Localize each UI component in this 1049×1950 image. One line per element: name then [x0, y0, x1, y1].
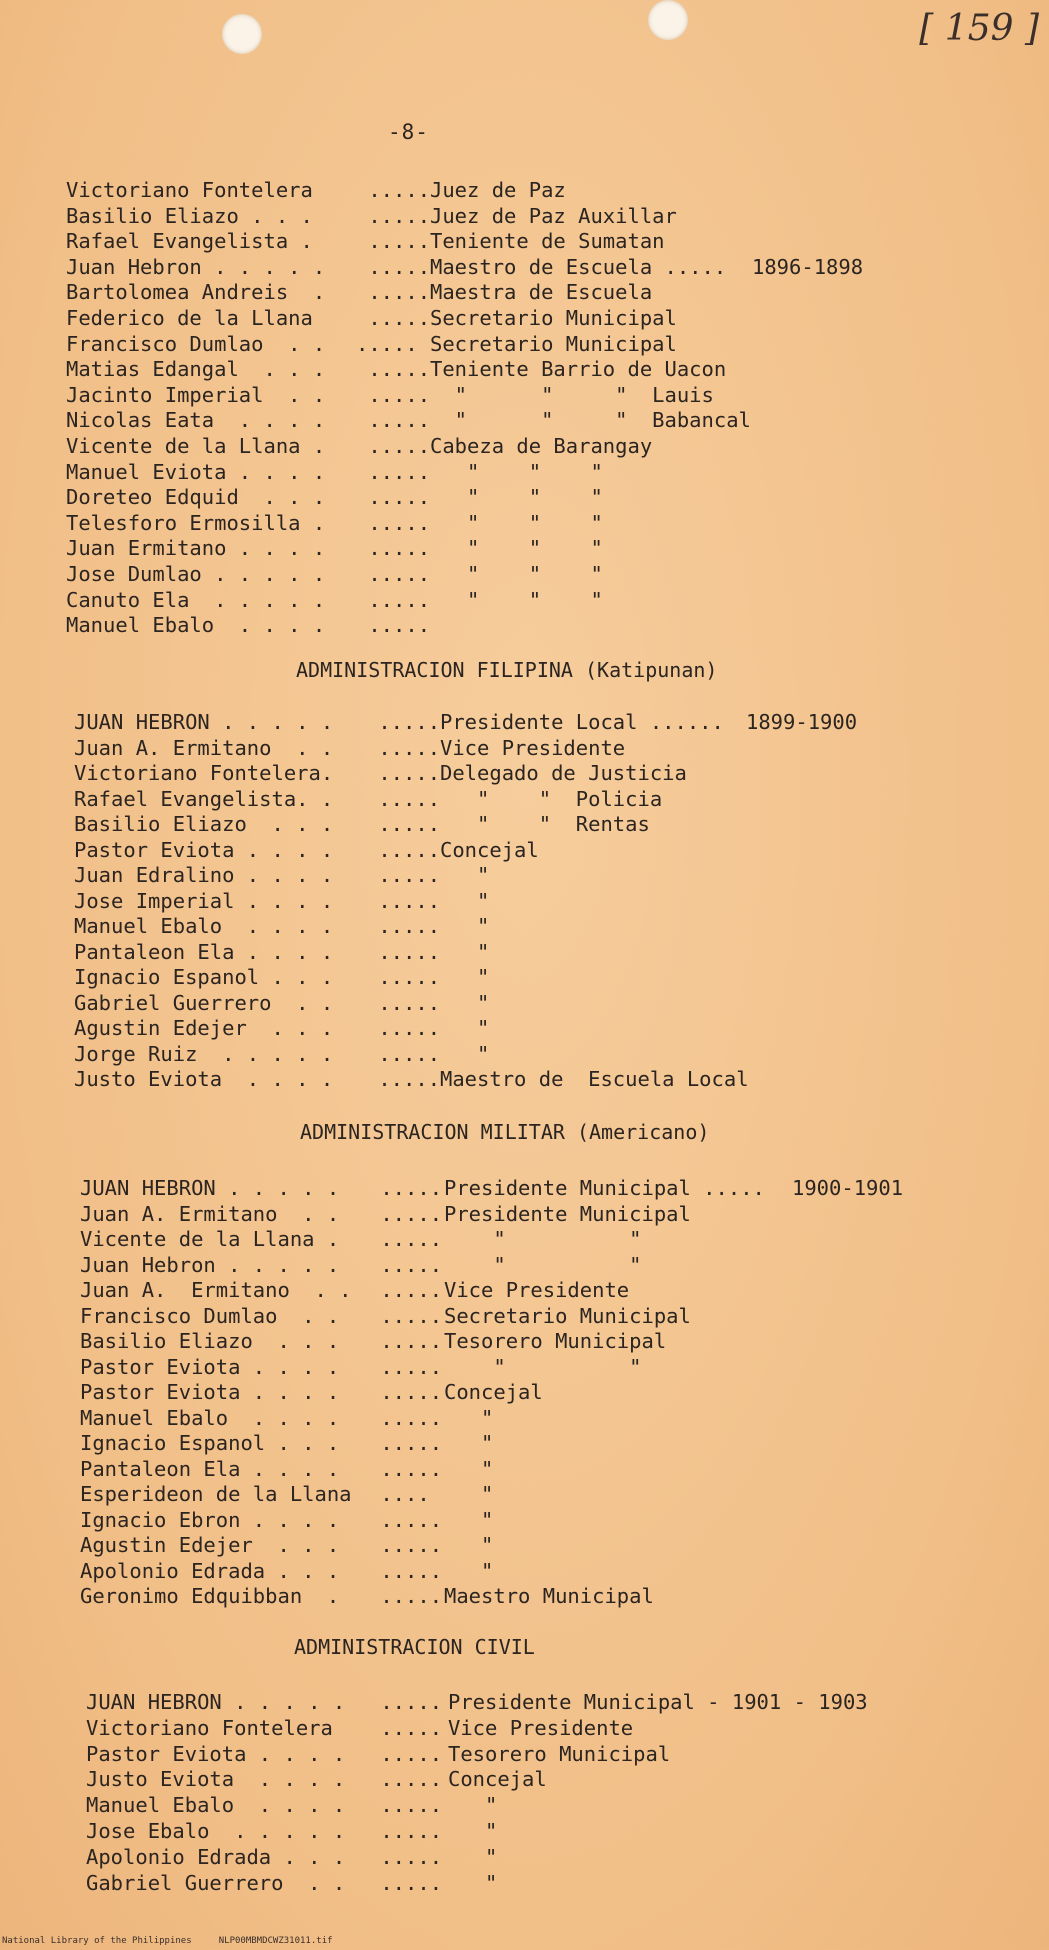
leader-dots: .....	[368, 1819, 443, 1843]
leader-dots: .....	[368, 1304, 443, 1328]
page-number: -8-	[388, 120, 429, 144]
position-title: Secretario Municipal	[430, 332, 677, 356]
position-title: Maestro de Escuela Local	[440, 1067, 749, 1091]
official-name: Juan Hebron . . . . .	[80, 1253, 340, 1277]
official-row	[0, 940, 1049, 965]
leader-dots: .....	[356, 536, 431, 560]
position-title: "	[440, 965, 490, 989]
leader-dots: .....	[366, 1016, 441, 1040]
official-row	[0, 1042, 1049, 1067]
position-title: " " "	[430, 536, 603, 560]
official-row	[0, 991, 1049, 1016]
leader-dots: .....	[356, 204, 431, 228]
official-row	[0, 1845, 1049, 1870]
official-name: Jose Imperial . . . .	[74, 889, 334, 913]
position-title: Maestro Municipal	[444, 1584, 654, 1608]
official-row	[0, 812, 1049, 837]
official-row	[0, 485, 1049, 510]
leader-dots: .....	[368, 1253, 443, 1277]
leader-dots: .....	[368, 1176, 443, 1200]
leader-dots: .....	[368, 1584, 443, 1608]
leader-dots: .....	[368, 1355, 443, 1379]
official-name: Juan A. Ermitano . .	[80, 1278, 352, 1302]
position-title: " " Rentas	[440, 812, 650, 836]
official-row	[0, 255, 1049, 280]
leader-dots: .....	[356, 280, 431, 304]
official-row	[0, 1508, 1049, 1533]
official-row	[0, 229, 1049, 254]
position-title: "	[444, 1533, 494, 1557]
official-row	[0, 787, 1049, 812]
term-years: 1896-1898	[752, 255, 864, 279]
position-title: "	[444, 1457, 494, 1481]
official-row	[0, 1406, 1049, 1431]
leader-dots: .....	[356, 255, 431, 279]
position-title: "	[444, 1559, 494, 1583]
official-row	[0, 204, 1049, 229]
position-title: "	[444, 1482, 494, 1506]
position-title: " " "	[430, 460, 603, 484]
official-row	[0, 460, 1049, 485]
official-row	[0, 1716, 1049, 1741]
official-row	[0, 1690, 1049, 1715]
official-row	[0, 1304, 1049, 1329]
official-row	[0, 332, 1049, 357]
official-row	[0, 863, 1049, 888]
position-title: " " "	[430, 511, 603, 535]
leader-dots: .....	[366, 991, 441, 1015]
leader-dots: .....	[356, 357, 431, 381]
official-row	[0, 357, 1049, 382]
leader-dots: .....	[356, 332, 418, 356]
official-name: Rafael Evangelista .	[66, 229, 313, 253]
position-title: " " "	[430, 485, 603, 509]
official-name: Juan A. Ermitano . .	[74, 736, 334, 760]
official-name: Juan Edralino . . . .	[74, 863, 334, 887]
leader-dots: .....	[366, 1042, 441, 1066]
official-row	[0, 914, 1049, 939]
leader-dots: .....	[366, 736, 441, 760]
leader-dots: .....	[368, 1329, 443, 1353]
official-row	[0, 588, 1049, 613]
position-title: Juez de Paz	[430, 178, 566, 202]
official-row	[0, 1067, 1049, 1092]
leader-dots: .....	[368, 1508, 443, 1532]
leader-dots: .....	[356, 613, 431, 637]
official-row	[0, 1355, 1049, 1380]
official-row	[0, 1742, 1049, 1767]
official-name: JUAN HEBRON . . . . .	[86, 1690, 346, 1714]
position-title: "	[448, 1871, 498, 1895]
leader-dots: .....	[366, 761, 441, 785]
official-name: Doreteo Edquid . . .	[66, 485, 326, 509]
position-title: Presidente Municipal .....	[444, 1176, 765, 1200]
punch-hole-left	[222, 14, 262, 54]
position-title: " "	[444, 1355, 642, 1379]
leader-dots: .....	[368, 1871, 443, 1895]
leader-dots: .....	[366, 863, 441, 887]
position-title: "	[448, 1819, 498, 1843]
section-heading: ADMINISTRACION MILITAR (Americano)	[300, 1120, 710, 1144]
official-name: Manuel Ebalo . . . .	[66, 613, 326, 637]
official-row	[0, 965, 1049, 990]
leader-dots: ....	[368, 1482, 430, 1506]
official-row	[0, 1457, 1049, 1482]
position-title: "	[440, 1042, 490, 1066]
official-row	[0, 1278, 1049, 1303]
position-title: "	[440, 940, 490, 964]
position-title: " " "	[430, 588, 603, 612]
official-row	[0, 306, 1049, 331]
leader-dots: .....	[368, 1716, 443, 1740]
official-row	[0, 1482, 1049, 1507]
official-row	[0, 383, 1049, 408]
leader-dots: .....	[368, 1406, 443, 1430]
leader-dots: .....	[366, 940, 441, 964]
position-title: Maestra de Escuela	[430, 280, 653, 304]
leader-dots: .....	[356, 485, 431, 509]
position-title: "	[440, 1016, 490, 1040]
leader-dots: .....	[368, 1690, 443, 1714]
official-row	[0, 1380, 1049, 1405]
official-name: Jacinto Imperial . .	[66, 383, 326, 407]
official-row	[0, 1871, 1049, 1896]
position-title: Juez de Paz Auxillar	[430, 204, 677, 228]
official-row	[0, 562, 1049, 587]
leader-dots: .....	[366, 710, 441, 734]
official-row	[0, 280, 1049, 305]
leader-dots: .....	[368, 1533, 443, 1557]
position-title: Delegado de Justicia	[440, 761, 687, 785]
official-row	[0, 1584, 1049, 1609]
leader-dots: .....	[368, 1380, 443, 1404]
official-name: Basilio Eliazo . . .	[74, 812, 334, 836]
leader-dots: .....	[368, 1202, 443, 1226]
official-row	[0, 761, 1049, 786]
official-row	[0, 1533, 1049, 1558]
term-years: 1899-1900	[746, 710, 858, 734]
official-name: Victoriano Fontelera.	[74, 761, 334, 785]
official-name: Jorge Ruiz . . . . .	[74, 1042, 334, 1066]
official-row	[0, 710, 1049, 735]
official-name: Geronimo Edquibban .	[80, 1584, 340, 1608]
official-name: Agustin Edejer . . .	[80, 1533, 340, 1557]
official-name: Rafael Evangelista. .	[74, 787, 334, 811]
position-title: "	[448, 1793, 498, 1817]
position-title: " "	[444, 1253, 642, 1277]
official-row	[0, 889, 1049, 914]
official-row	[0, 408, 1049, 433]
official-name: Juan Hebron . . . . .	[66, 255, 326, 279]
position-title: "	[444, 1406, 494, 1430]
official-name: Pantaleon Ela . . . .	[74, 940, 334, 964]
official-row	[0, 1016, 1049, 1041]
leader-dots: .....	[368, 1767, 443, 1791]
position-title: "	[440, 863, 490, 887]
position-title: " " Policia	[440, 787, 663, 811]
position-title: " "	[444, 1227, 642, 1251]
leader-dots: .....	[368, 1457, 443, 1481]
position-title: Secretario Municipal	[444, 1304, 691, 1328]
position-title: Vice Presidente	[444, 1278, 630, 1302]
official-row	[0, 613, 1049, 638]
official-name: Telesforo Ermosilla .	[66, 511, 326, 535]
official-row	[0, 178, 1049, 203]
position-title: Teniente Barrio de Uacon	[430, 357, 727, 381]
official-name: Pastor Eviota . . . .	[80, 1355, 340, 1379]
official-name: Francisco Dumlao . .	[80, 1304, 340, 1328]
position-title: Tesorero Municipal	[444, 1329, 667, 1353]
official-name: Esperideon de la Llana	[80, 1482, 352, 1506]
position-title: " " " Babancal	[430, 408, 751, 432]
official-name: Pastor Eviota . . . .	[80, 1380, 340, 1404]
position-title: "	[440, 889, 490, 913]
official-row	[0, 1176, 1049, 1201]
official-name: Juan A. Ermitano . .	[80, 1202, 340, 1226]
official-name: Victoriano Fontelera	[86, 1716, 333, 1740]
position-title: Presidente Local ......	[440, 710, 724, 734]
official-name: Apolonio Edrada . . .	[86, 1845, 346, 1869]
official-name: Apolonio Edrada . . .	[80, 1559, 340, 1583]
leader-dots: .....	[366, 838, 441, 862]
position-title: Presidente Municipal - 1901 - 1903	[448, 1690, 868, 1714]
official-row	[0, 1559, 1049, 1584]
footer-caption: National Library of the Philippines NLP00MBMDCWZ31011.tif	[2, 1936, 333, 1946]
official-name: Agustin Edejer . . .	[74, 1016, 334, 1040]
official-name: Ignacio Espanol . . .	[80, 1431, 340, 1455]
official-name: Bartolomea Andreis .	[66, 280, 326, 304]
leader-dots: .....	[356, 562, 431, 586]
official-row	[0, 736, 1049, 761]
position-title: "	[440, 914, 490, 938]
official-name: Matias Edangal . . .	[66, 357, 326, 381]
leader-dots: .....	[368, 1559, 443, 1583]
position-title: Tesorero Municipal	[448, 1742, 671, 1766]
official-name: Pastor Eviota . . . .	[86, 1742, 346, 1766]
position-title: Vice Presidente	[440, 736, 626, 760]
punch-hole-right	[648, 0, 688, 40]
official-name: Vicente de la Llana .	[80, 1227, 340, 1251]
position-title: Concejal	[444, 1380, 543, 1404]
official-name: Victoriano Fontelera	[66, 178, 313, 202]
leader-dots: .....	[366, 812, 441, 836]
official-name: JUAN HEBRON . . . . .	[80, 1176, 340, 1200]
official-name: JUAN HEBRON . . . . .	[74, 710, 334, 734]
official-row	[0, 838, 1049, 863]
leader-dots: .....	[356, 306, 431, 330]
official-name: Jose Dumlao . . . . .	[66, 562, 326, 586]
section-heading: ADMINISTRACION CIVIL	[294, 1635, 535, 1659]
official-row	[0, 1227, 1049, 1252]
official-name: Basilio Eliazo . . .	[80, 1329, 340, 1353]
leader-dots: .....	[368, 1845, 443, 1869]
official-name: Justo Eviota . . . .	[74, 1067, 334, 1091]
official-name: Francisco Dumlao . .	[66, 332, 326, 356]
leader-dots: .....	[366, 889, 441, 913]
official-name: Federico de la Llana	[66, 306, 313, 330]
leader-dots: .....	[356, 178, 431, 202]
leader-dots: .....	[366, 787, 441, 811]
official-name: Ignacio Espanol . . .	[74, 965, 334, 989]
position-title: " " "	[430, 562, 603, 586]
official-name: Juan Ermitano . . . .	[66, 536, 326, 560]
official-row	[0, 434, 1049, 459]
leader-dots: .....	[356, 511, 431, 535]
leader-dots: .....	[356, 588, 431, 612]
position-title: "	[444, 1431, 494, 1455]
leader-dots: .....	[356, 434, 431, 458]
official-name: Manuel Ebalo . . . .	[80, 1406, 340, 1430]
official-row	[0, 1329, 1049, 1354]
section-heading: ADMINISTRACION FILIPINA (Katipunan)	[296, 658, 718, 682]
position-title: Teniente de Sumatan	[430, 229, 665, 253]
corner-mark: [ 159 ]	[919, 8, 1039, 49]
official-name: Ignacio Ebron . . . .	[80, 1508, 340, 1532]
official-name: Pastor Eviota . . . .	[74, 838, 334, 862]
official-row	[0, 1767, 1049, 1792]
official-row	[0, 1202, 1049, 1227]
term-years: 1900-1901	[792, 1176, 904, 1200]
position-title: "	[448, 1845, 498, 1869]
leader-dots: .....	[368, 1742, 443, 1766]
position-title: Concejal	[448, 1767, 547, 1791]
position-title: Presidente Municipal	[444, 1202, 691, 1226]
leader-dots: .....	[366, 914, 441, 938]
leader-dots: .....	[368, 1431, 443, 1455]
official-name: Jose Ebalo . . . . .	[86, 1819, 346, 1843]
official-name: Manuel Ebalo . . . .	[74, 914, 334, 938]
leader-dots: .....	[368, 1793, 443, 1817]
official-name: Canuto Ela . . . . .	[66, 588, 326, 612]
leader-dots: .....	[366, 1067, 441, 1091]
position-title: Cabeza de Barangay	[430, 434, 653, 458]
leader-dots: .....	[366, 965, 441, 989]
position-title: Concejal	[440, 838, 539, 862]
position-title: Secretario Municipal	[430, 306, 677, 330]
official-name: Vicente de la Llana .	[66, 434, 326, 458]
official-row	[0, 536, 1049, 561]
official-row	[0, 511, 1049, 536]
official-row	[0, 1253, 1049, 1278]
official-row	[0, 1431, 1049, 1456]
official-row	[0, 1819, 1049, 1844]
official-name: Basilio Eliazo . . .	[66, 204, 313, 228]
leader-dots: .....	[356, 408, 431, 432]
leader-dots: .....	[356, 383, 431, 407]
position-title: Vice Presidente	[448, 1716, 634, 1740]
position-title: "	[440, 991, 490, 1015]
official-name: Manuel Ebalo . . . .	[86, 1793, 346, 1817]
official-name: Justo Eviota . . . .	[86, 1767, 346, 1791]
official-row	[0, 1793, 1049, 1818]
official-name: Pantaleon Ela . . . .	[80, 1457, 340, 1481]
leader-dots: .....	[368, 1278, 443, 1302]
position-title: Maestro de Escuela .....	[430, 255, 727, 279]
leader-dots: .....	[368, 1227, 443, 1251]
official-name: Manuel Eviota . . . .	[66, 460, 326, 484]
leader-dots: .....	[356, 460, 431, 484]
official-name: Gabriel Guerrero . .	[74, 991, 334, 1015]
position-title: "	[444, 1508, 494, 1532]
position-title: " " " Lauis	[430, 383, 714, 407]
official-name: Gabriel Guerrero . .	[86, 1871, 346, 1895]
leader-dots: .....	[356, 229, 431, 253]
official-name: Nicolas Eata . . . .	[66, 408, 326, 432]
